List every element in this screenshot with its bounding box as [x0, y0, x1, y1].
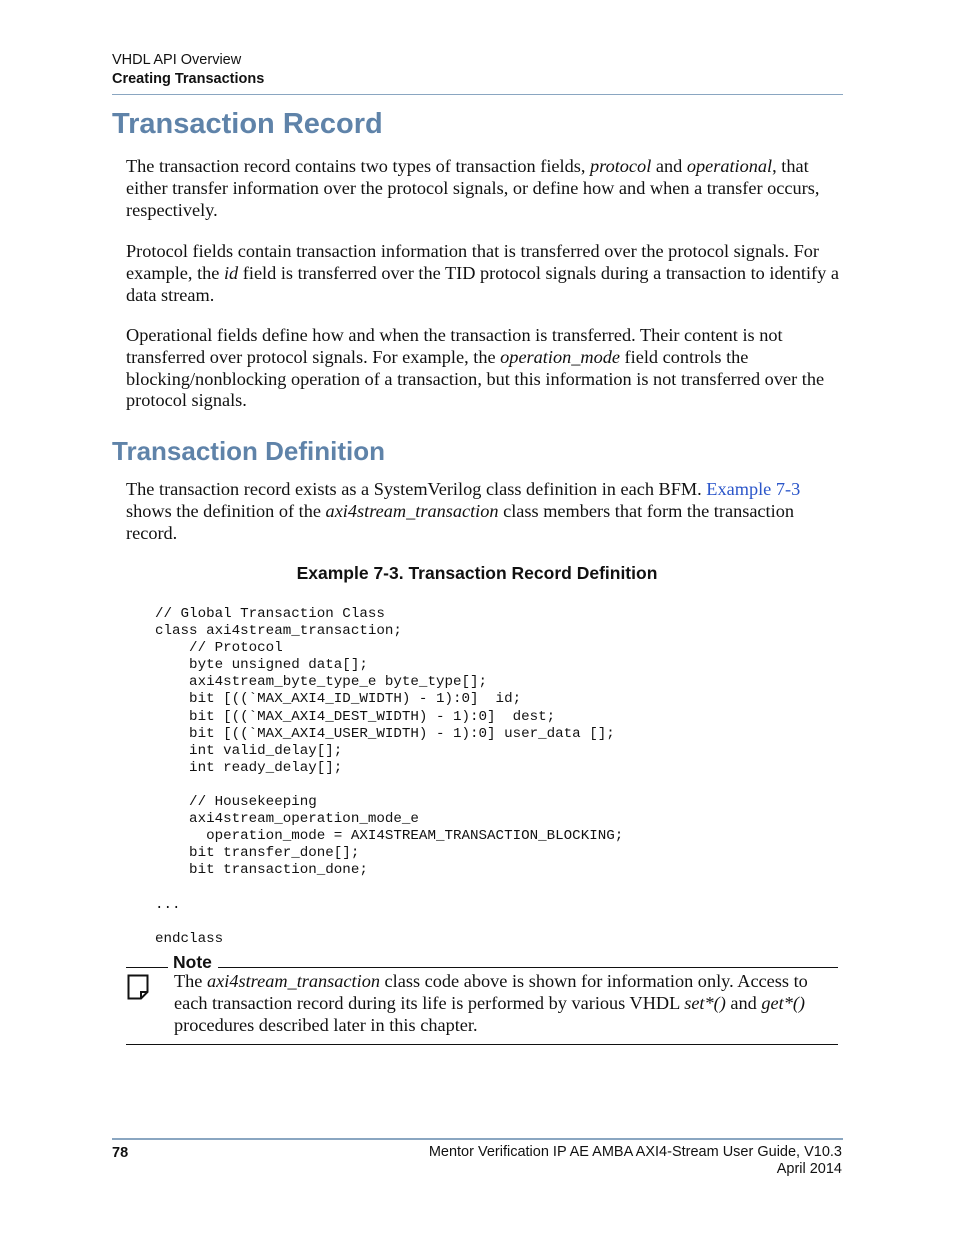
note-label: Note — [173, 952, 212, 972]
code-listing: // Global Transaction Class class axi4stream_transaction; // Protocol byte unsigned data[]; axi4stream_byte_type_e byte_type[]; bit [((`MAX_AXI4_ID_WIDTH) - 1):0] id; bit [((`MAX_AXI4_DEST_WIDTH) - 1):0] dest; bit [((`MAX_AXI4_USER_WIDTH) - 1):0] user_data []; int valid_delay[]; int ready_delay[]; // Housekeeping axi4stream_operation_mode_e operation_mode = AXI4STREAM_TRANSACTION_BLOCKING; bit transfer_done[]; bit transaction_done; ... endclass — [155, 606, 624, 947]
note-text: The axi4stream_transaction class code above is shown for information only. Access to each transaction record during its life is performed by various VHDL set*() and get*() procedures described later in this chapter. — [174, 971, 808, 1035]
note-rule-right — [218, 967, 838, 968]
running-header-subsection: Creating Transactions — [112, 71, 265, 87]
header-rule — [112, 94, 843, 95]
footer-doc-title: Mentor Verification IP AE AMBA AXI4-Stream User Guide, V10.3 — [428, 1144, 842, 1160]
definition-paragraph: The transaction record exists as a SystemVerilog class definition in each BFM. Example 7-3 shows the definition of the axi4stream_transaction class members that form the transaction record. — [126, 479, 801, 543]
footer-date: April 2014 — [776, 1161, 842, 1177]
running-header-section: VHDL API Overview — [112, 52, 242, 68]
record-paragraph-3: Operational fields define how and when the transaction is transferred. Their content is not transferred over protocol signals. For example, the operation_mode field controls the blocking/nonblocking operation of a transaction, but this information is not transferred over the protocol signals. — [126, 325, 825, 411]
example-title: Example 7-3. Transaction Record Definition — [296, 563, 658, 583]
heading-transaction-record: Transaction Record — [112, 108, 383, 140]
record-paragraph-1: The transaction record contains two types of transaction fields, protocol and operational, that either transfer information over the protocol signals, or define how and when a transfer occurs, respectively. — [126, 156, 820, 220]
heading-transaction-definition: Transaction Definition — [112, 436, 386, 466]
example-7-3-link[interactable]: Example 7-3 — [706, 479, 801, 499]
page-number: 78 — [112, 1145, 129, 1161]
note-page-icon — [127, 974, 149, 1000]
footer-rule — [112, 1138, 843, 1140]
note-rule-bottom — [126, 1044, 838, 1045]
note-rule-left — [126, 967, 168, 968]
record-paragraph-2: Protocol fields contain transaction information that is transferred over the protocol signals. For example, the id field is transferred over the TID protocol signals during a transaction to identify a data stream. — [126, 241, 839, 305]
